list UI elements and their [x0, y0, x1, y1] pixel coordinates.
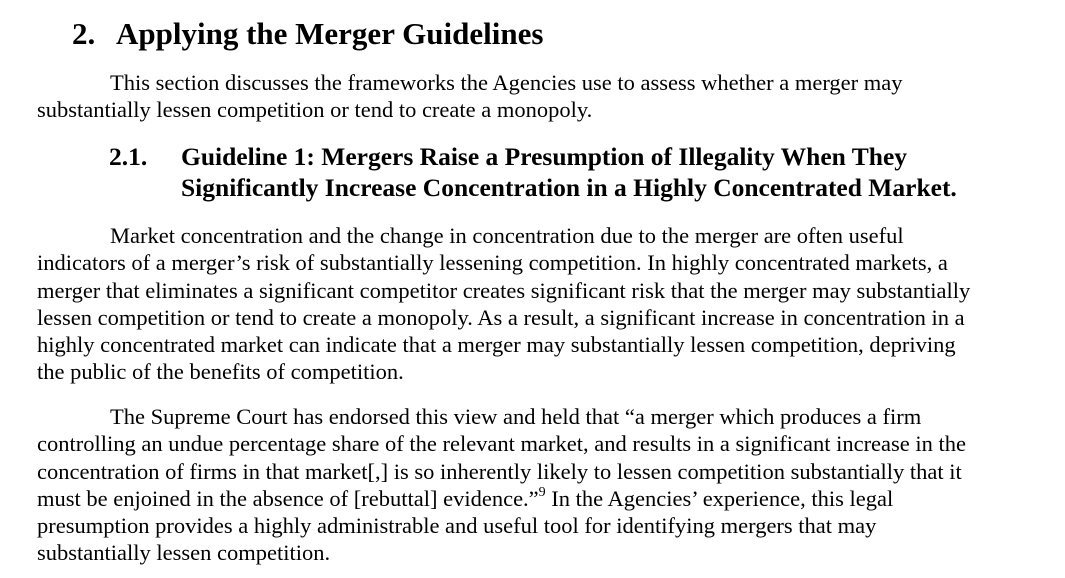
text-line: substantially lessen competition or tend to create a monopoly. [37, 97, 593, 123]
footnote-marker[interactable]: 9 [538, 485, 546, 501]
subsection-title [181, 141, 957, 203]
section-heading [72, 14, 543, 54]
text-line: lessen competition or tend to create a monopoly. As a result, a significant increase in concentration in a [37, 304, 965, 330]
intro-paragraph [37, 69, 1057, 124]
text-line: indicators of a merger’s risk of substantially lessening competition. In highly concentrated markets, a [37, 250, 948, 276]
text-line: concentration of firms in that market[,] is so inherently likely to lessen competition substantially that it [37, 458, 962, 484]
text-line: This section discusses the frameworks the Agencies use to assess whether a merger may [110, 70, 903, 95]
text-line: Market concentration and the change in concentration due to the merger are often useful [110, 223, 904, 248]
text-line: substantially lessen competition. [37, 540, 331, 566]
subsection-title-line: Significantly Increase Concentration in a Highly Concentrated Market. [181, 173, 957, 202]
section-title: Applying the Merger Guidelines [116, 16, 544, 51]
text-line-with-footnote [37, 485, 1057, 512]
text-line: presumption provides a highly administrable and useful tool for identifying mergers that may [37, 513, 877, 539]
text-line: controlling an undue percentage share of the relevant market, and results in a significant increase in the [37, 431, 967, 457]
paragraph-supreme-court [37, 403, 1057, 567]
text-line: highly concentrated market can indicate that a merger may substantially lessen competition, depriving [37, 332, 956, 358]
text-continuation: In the Agencies’ experience, this legal [545, 485, 894, 511]
quote-end: must be enjoined in the absence of [rebuttal] evidence.” [37, 485, 539, 511]
paragraph-concentration [37, 222, 1057, 386]
subsection-number: 2.1. [109, 142, 148, 171]
subsection-title-line: Guideline 1: Mergers Raise a Presumption of Illegality When They [181, 142, 908, 171]
text-line: The Supreme Court has endorsed this view and held that “a merger which produces a firm [110, 404, 922, 429]
text-line: the public of the benefits of competition. [37, 359, 404, 385]
text-line: merger that eliminates a significant competitor creates significant risk that the merger may substantially [37, 277, 971, 303]
section-number: 2. [72, 16, 96, 51]
